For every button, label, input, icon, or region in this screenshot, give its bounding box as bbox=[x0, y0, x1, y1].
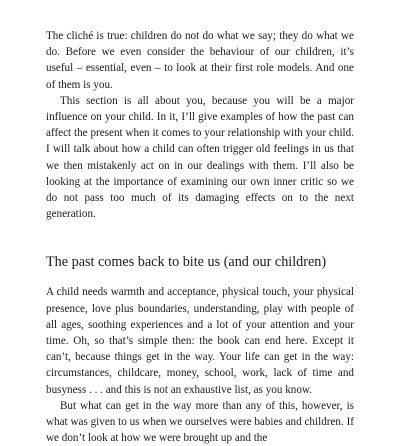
body-paragraph-1: A child needs warmth and acceptance, physical touch, your physical presence, love plus boundaries, understanding, play with people of all ages, soothing experiences and a lot of your attention and your time. Oh, so that’s simple then: the book can end here. Except it can’t, because things get in the way. Your life can get in the way: circumstances, childcare, money, school, work, lack of time and busyness . . . and this is not an exhaustive list, as you know. bbox=[46, 286, 354, 396]
section-spacer bbox=[46, 222, 354, 253]
book-page bbox=[46, 28, 354, 446]
intro-paragraph-2: This section is all about you, because you will be a major influence on your child. In it, I’ll give examples of how the past can affect the present when it comes to your relationship with your child. I will talk about how a child can often trigger old feelings in us that we then mistakenly act on in our dealings with them. I’ll also be looking at the importance of examining our own inner critic so we do not pass too much of its damaging effects on to the next generation. bbox=[46, 94, 354, 221]
body-paragraph-2: But what can get in the way more than any of this, however, is what was given to us when we ourselves were babies and children. If we don’t look at how we were brought up and the bbox=[46, 399, 354, 445]
section-heading: The past comes back to bite us (and our children) bbox=[46, 254, 327, 271]
intro-paragraph-1: The cliché is true: children do not do what we say; they do what we do. Before we even consider the behaviour of our children, it’s useful – essential, even – to look at their first role models. And one of them is you. bbox=[46, 30, 354, 91]
heading-spacer bbox=[46, 271, 354, 284]
